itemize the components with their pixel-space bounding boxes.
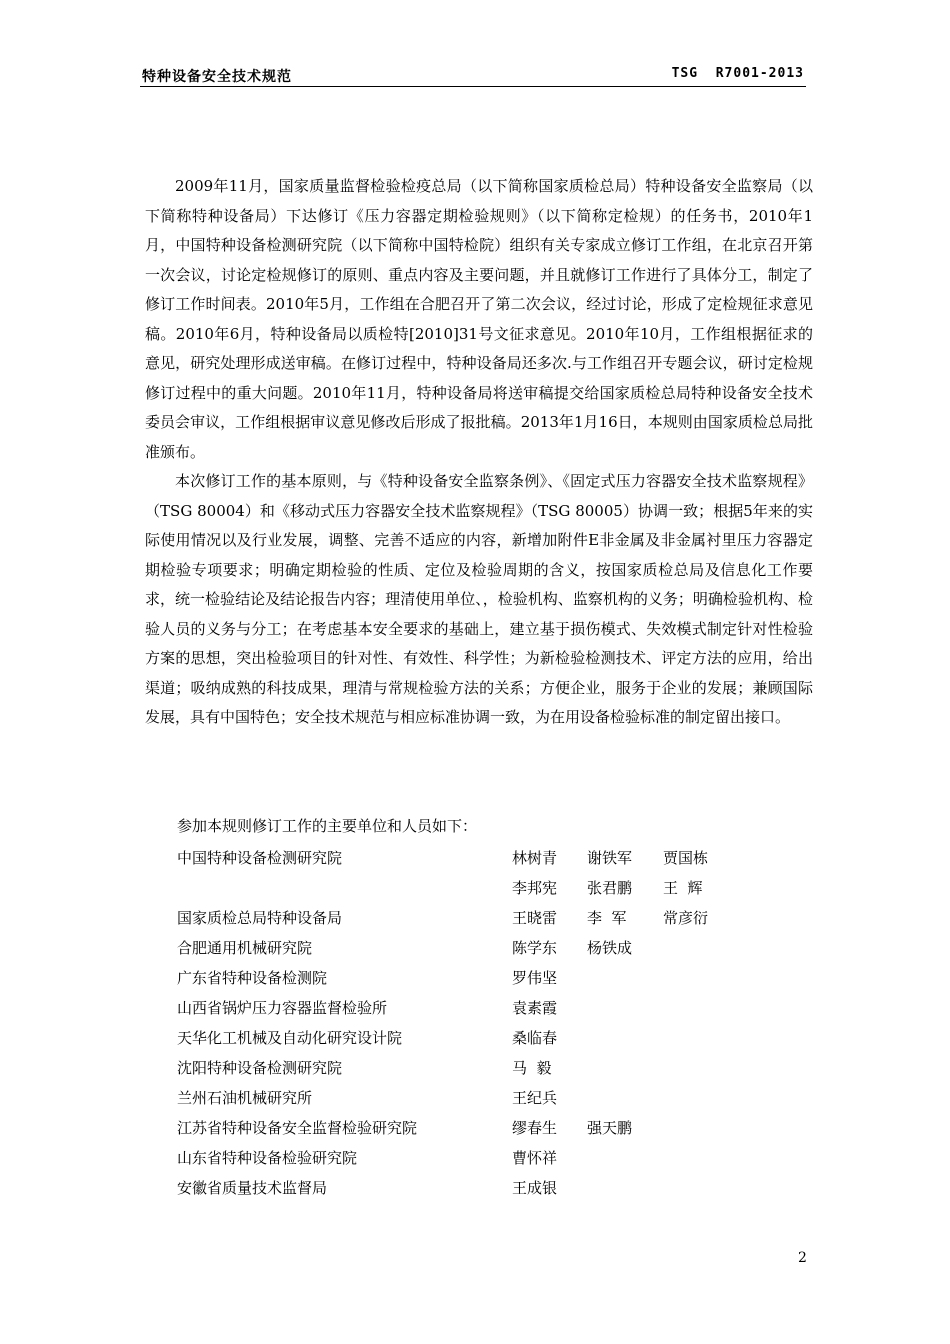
contributor-unit: 广东省特种设备检测院 bbox=[177, 969, 328, 987]
contributor-row bbox=[177, 1115, 777, 1145]
contributor-unit: 沈阳特种设备检测研究院 bbox=[177, 1059, 343, 1077]
contributor-person: 桑临春 bbox=[512, 1029, 558, 1047]
contributor-unit: 山西省锅炉压力容器监督检验所 bbox=[177, 999, 388, 1017]
contributor-person: 林树青 bbox=[512, 849, 558, 867]
contributor-person: 贾国栋 bbox=[663, 849, 709, 867]
contributor-person: 常彦衍 bbox=[663, 909, 709, 927]
contributor-person: 罗伟坚 bbox=[512, 969, 558, 987]
contributor-person: 李邦宪 bbox=[512, 879, 558, 897]
contributor-unit: 中国特种设备检测研究院 bbox=[177, 849, 343, 867]
contributor-person: 袁素霞 bbox=[512, 999, 558, 1017]
body-text bbox=[145, 172, 813, 733]
contributor-row bbox=[177, 845, 777, 875]
contributor-row bbox=[177, 935, 777, 965]
paragraph-principles: 本次修订工作的基本原则，与《特种设备安全监察条例》、《固定式压力容器安全技术监察规程》（TSG 80004）和《移动式压力容器安全技术监察规程》（TSG 80005）协调一致；根据5年来的实际使用情况以及行业发展，调整、完善不适应的内容，新增加附件E非金属及非金属衬里压力容器定期检验专项要求；明确定期检验的性质、定位及检验周期的含义，按国家质检总局及信息化工作要求，统一检验结论及结论报告内容；理清使用单位、，检验机构、监察机构的义务；明确检验机构、检验人员的义务与分工；在考虑基本安全要求的基础上，建立基于损伤模式、失效模式制定针对性检验方案的思想，突出检验项目的针对性、有效性、科学性；为新检验检测技术、评定方法的应用，给出渠道；吸纳成熟的科技成果，理清与常规检验方法的关系；方便企业，服务于企业的发展；兼顾国际发展，具有中国特色；安全技术规范与相应标准协调一致，为在用设备检验标准的制定留出接口。 bbox=[145, 472, 813, 726]
contributor-unit: 山东省特种设备检验研究院 bbox=[177, 1149, 358, 1167]
contributor-unit: 江苏省特种设备安全监督检验研究院 bbox=[177, 1119, 418, 1137]
paragraph-history: 2009年11月，国家质量监督检验检疫总局（以下简称国家质检总局）特种设备安全监察局（以下简称特种设备局）下达修订《压力容器定期检验规则》（以下简称定检规）的任务书，2010年1月，中国特种设备检测研究院（以下简称中国特检院）组织有关专家成立修订工作组，在北京召开第一次会议，讨论定检规修订的原则、重点内容及主要问题，并且就修订工作进行了具体分工，制定了修订工作时间表。2010年5月，工作组在合肥召开了第二次会议，经过讨论，形成了定检规征求意见稿。2010年6月，特种设备局以质检特[2010]31号文征求意见。2010年10月，工作组根据征求的意见，研究处理形成送审稿。在修订过程中，特种设备局还多次.与工作组召开专题会议，研讨定检规修订过程中的重大问题。2010年11月，特种设备局将送审稿提交给国家质检总局特种设备安全技术委员会审议，工作组根据审议意见修改后形成了报批稿。2013年1月16日，本规则由国家质检总局批准颁布。 bbox=[145, 177, 813, 461]
contributor-person: 缪春生 bbox=[512, 1119, 558, 1137]
contributor-row bbox=[177, 1085, 777, 1115]
contributor-row bbox=[177, 1145, 777, 1175]
contributor-unit: 安徽省质量技术监督局 bbox=[177, 1179, 328, 1197]
page-number: 2 bbox=[798, 1250, 807, 1266]
contributor-person: 马 毅 bbox=[512, 1059, 552, 1077]
contributor-unit: 合肥通用机械研究院 bbox=[177, 939, 313, 957]
contributor-person: 李 军 bbox=[587, 909, 627, 927]
header-code: TSG R7001-2013 bbox=[671, 66, 804, 81]
contributor-person: 强天鹏 bbox=[587, 1119, 633, 1137]
contributor-person: 王成银 bbox=[512, 1179, 558, 1197]
contributors-list bbox=[177, 845, 777, 1205]
contributors-intro: 参加本规则修订工作的主要单位和人员如下： bbox=[177, 817, 478, 835]
contributor-row bbox=[177, 995, 777, 1025]
contributor-row bbox=[177, 1175, 777, 1205]
contributor-row bbox=[177, 875, 777, 905]
contributor-row bbox=[177, 1055, 777, 1085]
page-header bbox=[140, 64, 806, 87]
contributor-person: 王纪兵 bbox=[512, 1089, 558, 1107]
contributor-row bbox=[177, 1025, 777, 1055]
contributor-person: 王 辉 bbox=[663, 879, 703, 897]
contributor-row bbox=[177, 905, 777, 935]
contributor-unit: 天华化工机械及自动化研究设计院 bbox=[177, 1029, 403, 1047]
contributor-person: 谢铁军 bbox=[587, 849, 633, 867]
contributor-person: 曹怀祥 bbox=[512, 1149, 558, 1167]
contributor-person: 张君鹏 bbox=[587, 879, 633, 897]
contributor-row bbox=[177, 965, 777, 995]
contributor-person: 陈学东 bbox=[512, 939, 558, 957]
header-title: 特种设备安全技术规范 bbox=[142, 69, 292, 85]
contributor-person: 王晓雷 bbox=[512, 909, 558, 927]
contributor-person: 杨铁成 bbox=[587, 939, 633, 957]
contributor-unit: 兰州石油机械研究所 bbox=[177, 1089, 313, 1107]
contributor-unit: 国家质检总局特种设备局 bbox=[177, 909, 343, 927]
